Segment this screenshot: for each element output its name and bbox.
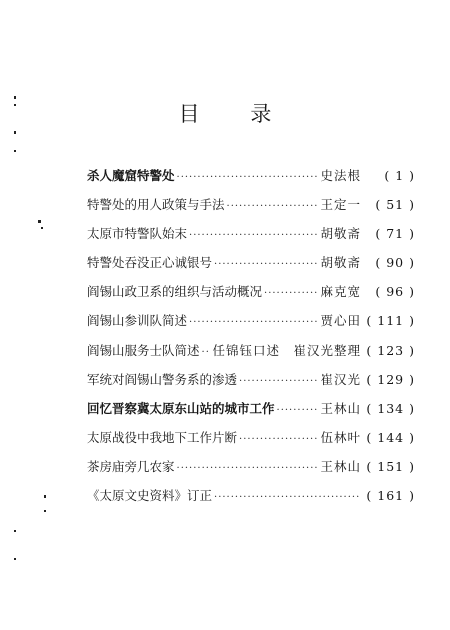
- toc-entry-page-wrap: [361, 313, 415, 328]
- toc-entry-page-wrap: [361, 168, 415, 183]
- toc-entry-title: 杀人魔窟特警处: [87, 168, 175, 183]
- toc-entry-author: 胡敬斋: [320, 226, 361, 242]
- page-title: 目 录: [178, 102, 294, 126]
- scan-speck: [14, 104, 16, 106]
- scan-speck: [41, 227, 43, 229]
- toc-entry-page-wrap: [361, 372, 415, 387]
- toc-entry-page-wrap: [361, 226, 415, 241]
- toc-entry-title: 太原战役中我地下工作片断: [87, 429, 238, 445]
- toc-entry-page-wrap: [361, 255, 415, 270]
- toc-leader-dots: [177, 172, 319, 183]
- toc-leader-dots: [189, 230, 318, 241]
- toc-entry: [87, 166, 415, 195]
- toc-entry: [87, 195, 415, 224]
- toc-entry-page: ( 134 ): [366, 401, 415, 416]
- toc-entry-page: ( 123 ): [366, 343, 415, 358]
- toc-entry-author: 崔汉光: [320, 371, 361, 387]
- toc-entry-page-wrap: [361, 488, 415, 503]
- toc-entry-author: 胡敬斋: [320, 255, 361, 271]
- scan-speck: [44, 495, 46, 498]
- scan-speck: [14, 530, 16, 532]
- toc-entry: [87, 428, 415, 457]
- toc-entry-author: 王林山: [320, 458, 361, 474]
- toc-entry-page: ( 151 ): [366, 459, 415, 474]
- toc-entry-author: 伍林叶: [320, 429, 361, 445]
- toc-leader-dots: [189, 317, 318, 328]
- toc-entry: [87, 224, 415, 253]
- toc-entry: [87, 370, 415, 399]
- toc-leader-dots: [277, 405, 319, 416]
- toc-entry-title: 军统对阎锡山警务系的渗透: [87, 371, 238, 387]
- toc-entry-page: ( 51 ): [375, 197, 415, 212]
- scan-speck: [14, 558, 16, 560]
- toc-entry-title: 阎锡山政卫系的组织与活动概况: [87, 284, 263, 300]
- toc-leader-dots: [239, 376, 318, 387]
- toc-entry-page: ( 96 ): [375, 284, 415, 299]
- toc-entry-title: 阎锡山服务士队简述: [87, 342, 200, 358]
- toc-entry-page: ( 129 ): [366, 372, 415, 387]
- toc-entry-title: 《太原文史资料》订正: [87, 488, 213, 504]
- toc-entry-page: ( 1 ): [384, 168, 415, 183]
- toc-entry-author: 史法根: [320, 168, 361, 183]
- toc-entry-page: ( 90 ): [375, 255, 415, 270]
- toc-entry: [87, 457, 415, 486]
- scan-speck: [14, 96, 16, 99]
- toc-entry-author: 王定一: [320, 197, 361, 213]
- toc-entry-author: 贾心田: [320, 313, 361, 329]
- scan-speck: [38, 220, 41, 223]
- toc-entry-page-wrap: [361, 401, 415, 416]
- scan-speck: [14, 131, 16, 134]
- toc-entry-author: 麻克宽: [320, 284, 361, 300]
- toc-entry-page-wrap: [361, 197, 415, 212]
- toc-leader-dots: [239, 434, 318, 445]
- toc-entry-title: 阎锡山参训队简述: [87, 313, 188, 329]
- toc-entry: [87, 282, 415, 311]
- toc-leader-dots: [264, 288, 318, 299]
- scan-speck: [14, 150, 16, 152]
- scan-speck: [44, 510, 46, 512]
- toc-entry-page: ( 71 ): [375, 226, 415, 241]
- toc-leader-dots: [227, 201, 319, 212]
- toc-entry-title: 特警处吞没正心诚银号: [87, 255, 213, 271]
- toc-leader-dots: [214, 492, 359, 503]
- toc-entry-page-wrap: [361, 343, 415, 358]
- toc-entry-page: ( 161 ): [366, 488, 415, 503]
- toc-leader-dots: [202, 347, 211, 358]
- toc-entry-title: 回忆晋察冀太原东山站的城市工作: [87, 400, 275, 416]
- toc-entry-page: ( 144 ): [366, 430, 415, 445]
- toc-entry: [87, 486, 415, 515]
- toc-entry: [87, 253, 415, 282]
- toc-entry: [87, 399, 415, 428]
- toc-entry-page-wrap: [361, 284, 415, 299]
- table-of-contents: [87, 166, 415, 515]
- toc-entry: [87, 341, 415, 370]
- toc-entry-title: 茶房庙旁几农家: [87, 458, 175, 474]
- toc-entry-page: ( 111 ): [366, 313, 415, 328]
- toc-leader-dots: [214, 259, 318, 270]
- toc-entry-title: 特警处的用人政策与手法: [87, 197, 225, 213]
- toc-entry-page-wrap: [361, 430, 415, 445]
- toc-leader-dots: [177, 463, 319, 474]
- toc-entry-author: 王林山: [320, 400, 361, 416]
- toc-entry: [87, 311, 415, 340]
- toc-entry-author: 任锦钰口述 崔汉光整理: [212, 342, 361, 358]
- toc-entry-title: 太原市特警队始末: [87, 226, 188, 242]
- toc-entry-page-wrap: [361, 459, 415, 474]
